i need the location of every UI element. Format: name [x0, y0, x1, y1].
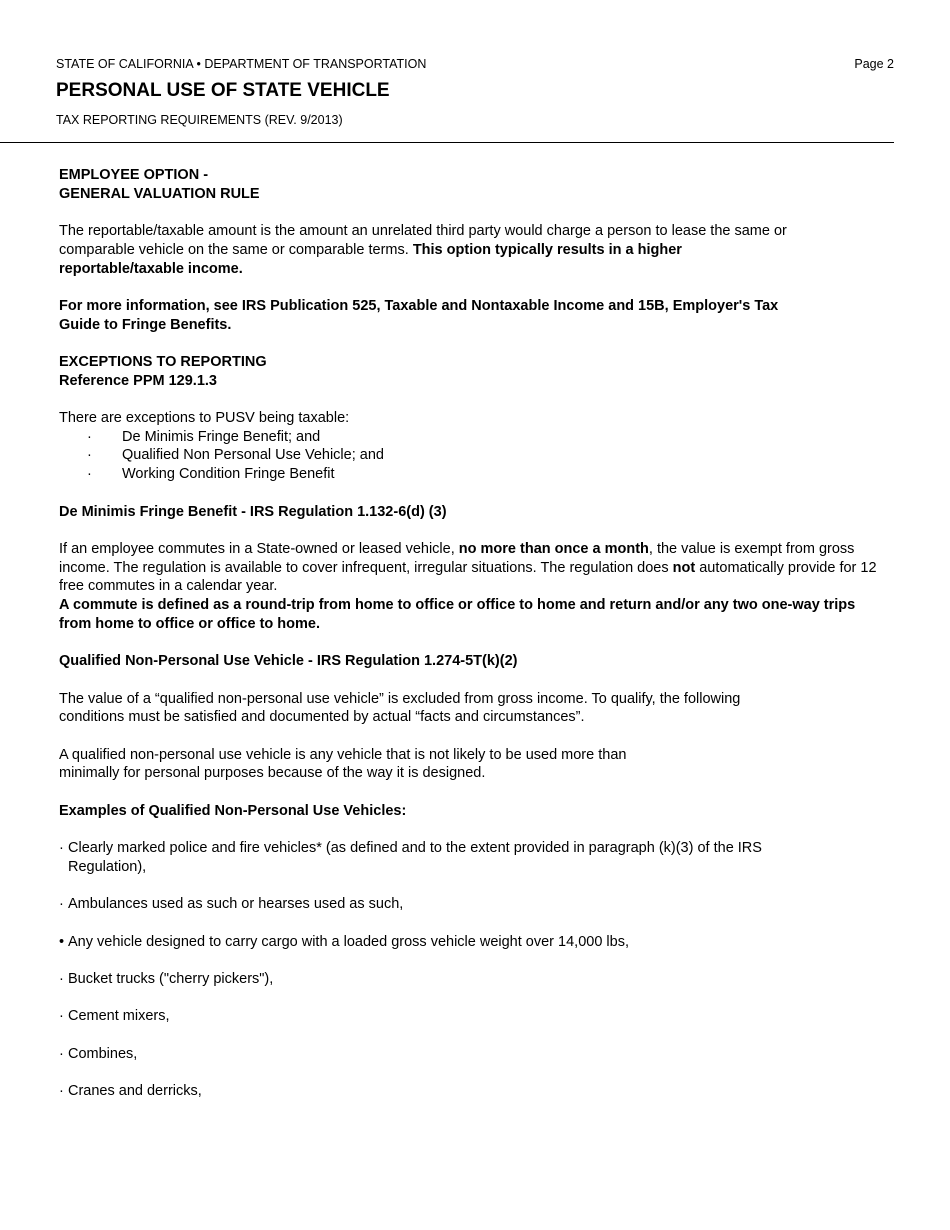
qualified-paragraph-1: The value of a “qualified non-personal use vehicle” is excluded from gross income. To qualify, the following conditions must be satisfied and documented by actual “facts and circumstances”.	[59, 690, 741, 726]
page-subtitle: TAX REPORTING REQUIREMENTS (REV. 9/2013)	[56, 113, 343, 127]
qualified-paragraph-2-line1: A qualified non-personal use vehicle is any vehicle that is not likely to be used more than	[59, 746, 627, 763]
de-minimis-text-1: If an employee commutes in a State-owned or leased vehicle,	[59, 540, 459, 557]
exceptions-list	[59, 428, 889, 484]
list-item	[59, 446, 889, 465]
list-item	[59, 839, 838, 876]
employee-option-heading-line2: GENERAL VALUATION RULE	[59, 185, 260, 202]
valuation-paragraph	[59, 222, 794, 278]
examples-list	[59, 839, 889, 1101]
list-item-text: Working Condition Fringe Benefit	[122, 466, 335, 483]
agency-header: STATE OF CALIFORNIA • DEPARTMENT OF TRANSPORTATION	[56, 57, 427, 71]
employee-option-heading-line1: EMPLOYEE OPTION -	[59, 167, 209, 183]
bullet-glyph: •	[59, 933, 65, 950]
examples-heading: Examples of Qualified Non-Personal Use Vehicles:	[59, 802, 407, 819]
list-item	[59, 1082, 889, 1101]
de-minimis-text-3: automatically provide for 12 free commutes in a calendar year.	[59, 559, 877, 595]
commute-definition: A commute is defined as a round-trip from home to office or office to home and return and/or any two one-way trips from home to office or office to home.	[59, 597, 856, 632]
exceptions-heading	[59, 353, 889, 390]
bullet-glyph: ·	[59, 896, 64, 913]
list-item	[59, 1007, 889, 1026]
qualified-paragraph-2	[59, 746, 889, 783]
bullet-glyph: ·	[59, 1008, 64, 1025]
de-minimis-heading: De Minimis Fringe Benefit - IRS Regulation 1.132-6(d) (3)	[59, 503, 447, 520]
bullet-glyph: ·	[87, 466, 92, 483]
list-item-text: Ambulances used as such or hearses used as such,	[68, 896, 404, 913]
list-item-text: Any vehicle designed to carry cargo with a loaded gross vehicle weight over 14,000 lbs,	[68, 933, 629, 950]
list-item	[59, 1045, 889, 1064]
list-item-text: De Minimis Fringe Benefit; and	[122, 428, 321, 445]
list-item-text: Bucket trucks ("cherry pickers"),	[68, 971, 274, 988]
document-body	[59, 166, 889, 1120]
exceptions-heading-line1: EXCEPTIONS TO REPORTING	[59, 353, 267, 370]
bullet-glyph: ·	[87, 447, 92, 464]
de-minimis-bold-2: not	[672, 559, 696, 576]
header-divider	[0, 142, 894, 143]
bullet-glyph: ·	[59, 1045, 64, 1062]
qualified-paragraph-2-line2: minimally for personal purposes because of the way it is designed.	[59, 765, 486, 782]
valuation-text: The reportable/taxable amount is the amount an unrelated third party would charge a person to lease the same or comparable vehicle on the same or comparable terms.	[59, 223, 787, 258]
page-number: Page 2	[854, 57, 894, 71]
list-item	[59, 465, 889, 484]
exceptions-intro: There are exceptions to PUSV being taxable:	[59, 410, 350, 427]
list-item-text: Combines,	[68, 1045, 138, 1062]
list-item-text: Cranes and derricks,	[68, 1083, 202, 1100]
de-minimis-text-2: , the value is exempt from gross income. The regulation is available to cover infrequent, irregular situations. The regulation does	[59, 540, 855, 576]
list-item-text: Cement mixers,	[68, 1008, 170, 1025]
de-minimis-bold-1: no more than once a month	[458, 540, 649, 557]
de-minimis-paragraph	[59, 540, 889, 596]
list-item-text: Clearly marked police and fire vehicles* (as defined and to the extent provided in paragraph (k)(3) of the IRS Regulation),	[68, 840, 762, 875]
qualified-heading: Qualified Non-Personal Use Vehicle - IRS Regulation 1.274-5T(k)(2)	[59, 653, 518, 670]
bullet-glyph: ·	[59, 971, 64, 988]
valuation-bold-text: This option typically results in a higher reportable/taxable income.	[59, 241, 682, 277]
page-title: PERSONAL USE OF STATE VEHICLE	[56, 80, 390, 101]
list-item	[59, 428, 889, 447]
bullet-glyph: ·	[87, 428, 92, 445]
employee-option-heading	[59, 166, 889, 203]
list-item	[59, 970, 889, 989]
exceptions-heading-line2: Reference PPM 129.1.3	[59, 372, 217, 389]
more-info-paragraph: For more information, see IRS Publication 525, Taxable and Nontaxable Income and 15B, Employer's Tax Guide to Fringe Benefits.	[59, 297, 779, 333]
list-item-text: Qualified Non Personal Use Vehicle; and	[122, 447, 384, 464]
list-item	[59, 895, 889, 914]
bullet-glyph: ·	[59, 840, 64, 857]
bullet-glyph: ·	[59, 1083, 64, 1100]
list-item	[59, 933, 889, 952]
